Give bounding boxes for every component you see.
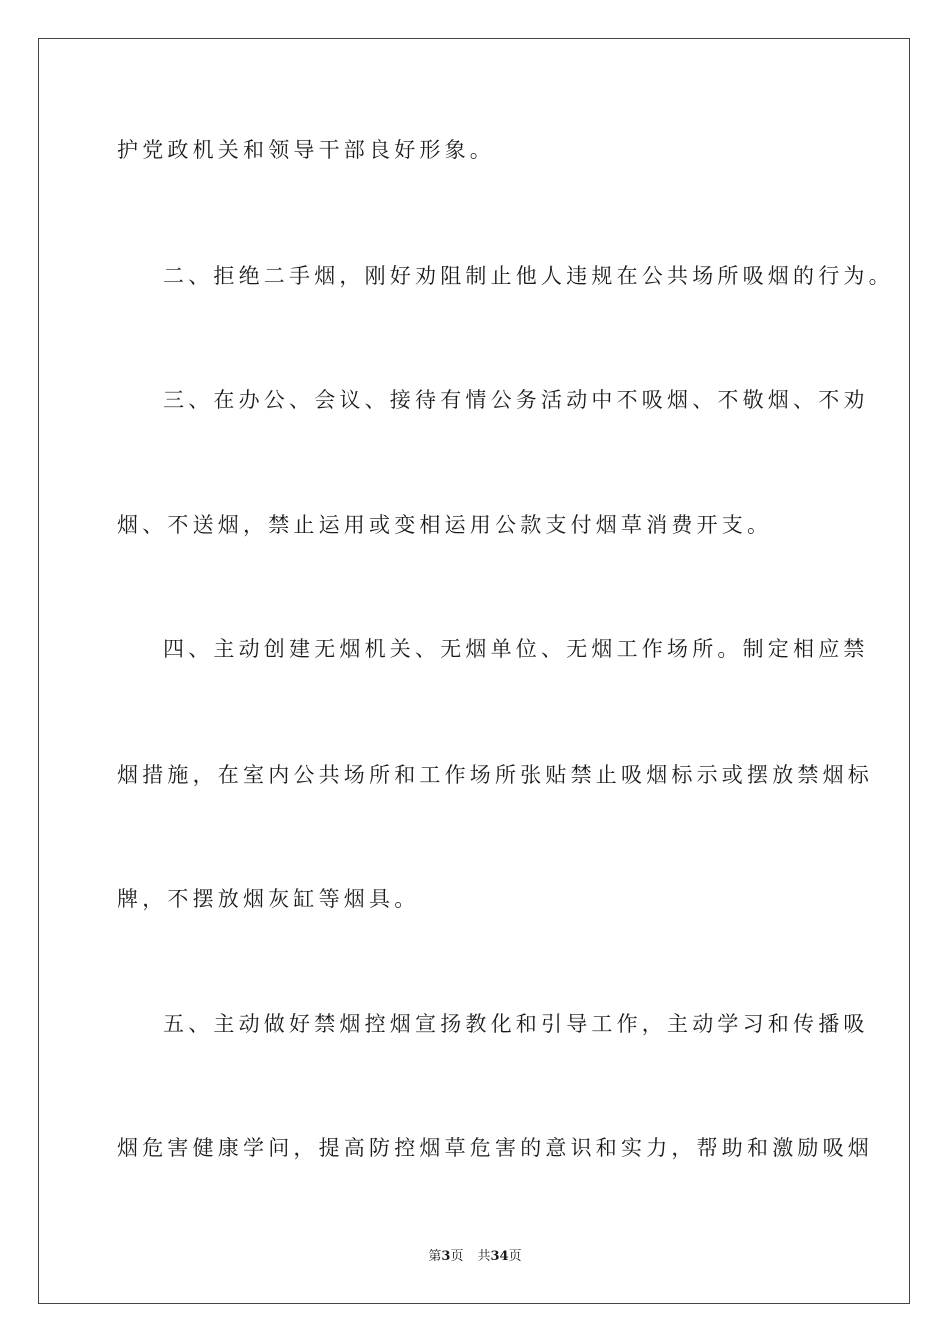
page-suffix: 页: [450, 1249, 464, 1264]
page-border: [38, 38, 910, 1304]
paragraph-2-line-1: 二、拒绝二手烟，刚好劝阻制止他人违规在公共场所吸烟的行为。: [163, 264, 894, 288]
page-number: 3: [441, 1249, 451, 1264]
page-prefix: 第: [428, 1249, 442, 1264]
paragraph-4-line-2: 烟措施，在室内公共场所和工作场所张贴禁止吸烟标示或摆放禁烟标: [117, 763, 873, 787]
paragraph-3-line-1: 三、在办公、会议、接待有情公务活动中不吸烟、不敬烟、不劝: [163, 388, 869, 412]
total-prefix: 共: [477, 1249, 491, 1264]
paragraph-3-line-2: 烟、不送烟，禁止运用或变相运用公款支付烟草消费开支。: [117, 513, 773, 537]
total-suffix: 页: [508, 1249, 522, 1264]
paragraph-1-line-1: 护党政机关和领导干部良好形象。: [117, 138, 495, 162]
paragraph-5-line-2: 烟危害健康学问，提高防控烟草危害的意识和实力，帮助和激励吸烟: [117, 1136, 873, 1160]
paragraph-5-line-1: 五、主动做好禁烟控烟宣扬教化和引导工作，主动学习和传播吸: [163, 1012, 869, 1036]
paragraph-4-line-1: 四、主动创建无烟机关、无烟单位、无烟工作场所。制定相应禁: [163, 637, 869, 661]
page-footer: [0, 1248, 950, 1266]
total-pages: 34: [490, 1249, 509, 1264]
paragraph-4-line-3: 牌，不摆放烟灰缸等烟具。: [117, 887, 420, 911]
